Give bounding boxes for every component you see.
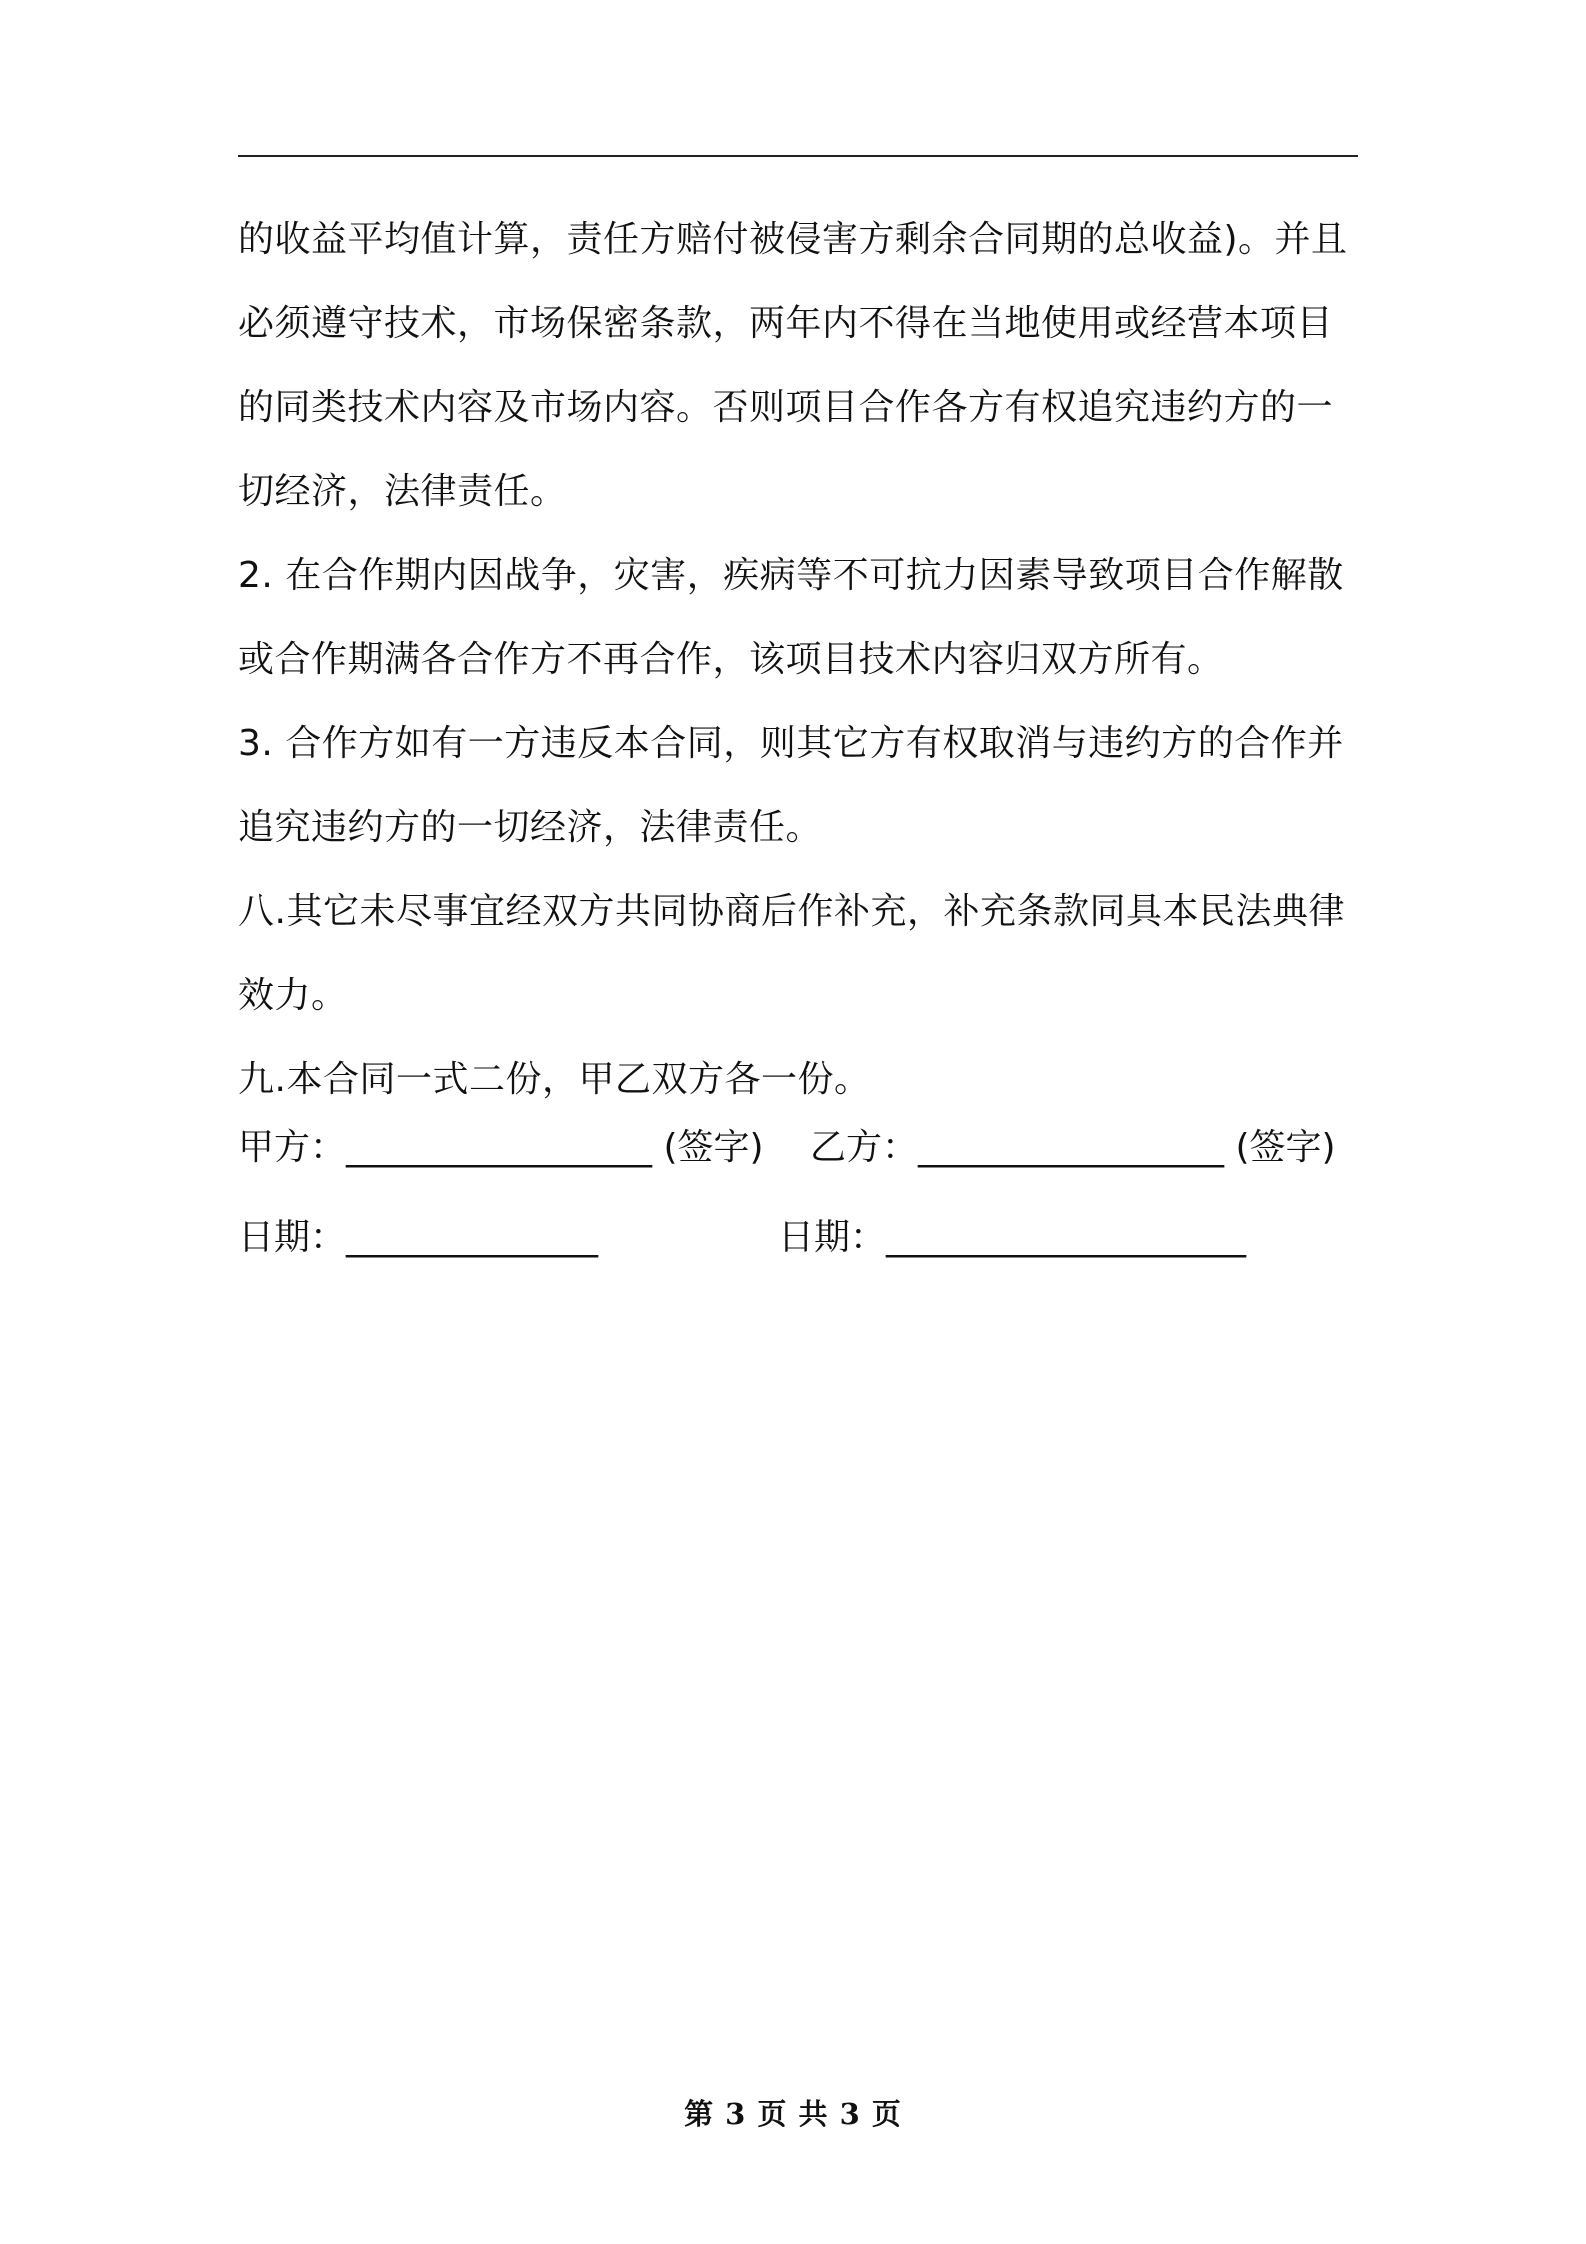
paragraph-clause-3: 3. 合作方如有一方违反本合同，则其它方有权取消与违约方的合作并追究违约方的一切经济，法律责任。 <box>238 723 1344 848</box>
paragraph-clause-2: 2. 在合作期内因战争，灾害，疾病等不可抗力因素导致项目合作解散或合作期满各合作方不再合作，该项目技术内容归双方所有。 <box>238 555 1344 680</box>
party-b-signature: 乙方：_________________ (签字) <box>810 1127 1336 1168</box>
document-body <box>238 198 1360 1122</box>
paragraph-continuation: 的收益平均值计算，责任方赔付被侵害方剩余合同期的总收益)。并且必须遵守技术，市场保密条款，两年内不得在当地使用或经营本项目的同类技术内容及市场内容。否则项目合作各方有权追究违约方的一切经济，法律责任。 <box>238 219 1348 512</box>
party-a-date: 日期：______________ <box>238 1217 599 1258</box>
paragraph-section-8: 八.其它未尽事宜经双方共同协商后作补充，补充条款同具本民法典律效力。 <box>238 891 1345 1016</box>
paragraph-section-9: 九.本合同一式二份，甲乙双方各一份。 <box>238 1059 871 1100</box>
party-b-date: 日期：____________________ <box>778 1217 1247 1258</box>
party-a-signature: 甲方：_________________ (签字) <box>238 1127 764 1168</box>
header-rule <box>238 155 1358 157</box>
date-row <box>238 1208 1368 1268</box>
signature-row <box>238 1118 1368 1178</box>
page-footer: 第 3 页 共 3 页 <box>684 2097 902 2131</box>
